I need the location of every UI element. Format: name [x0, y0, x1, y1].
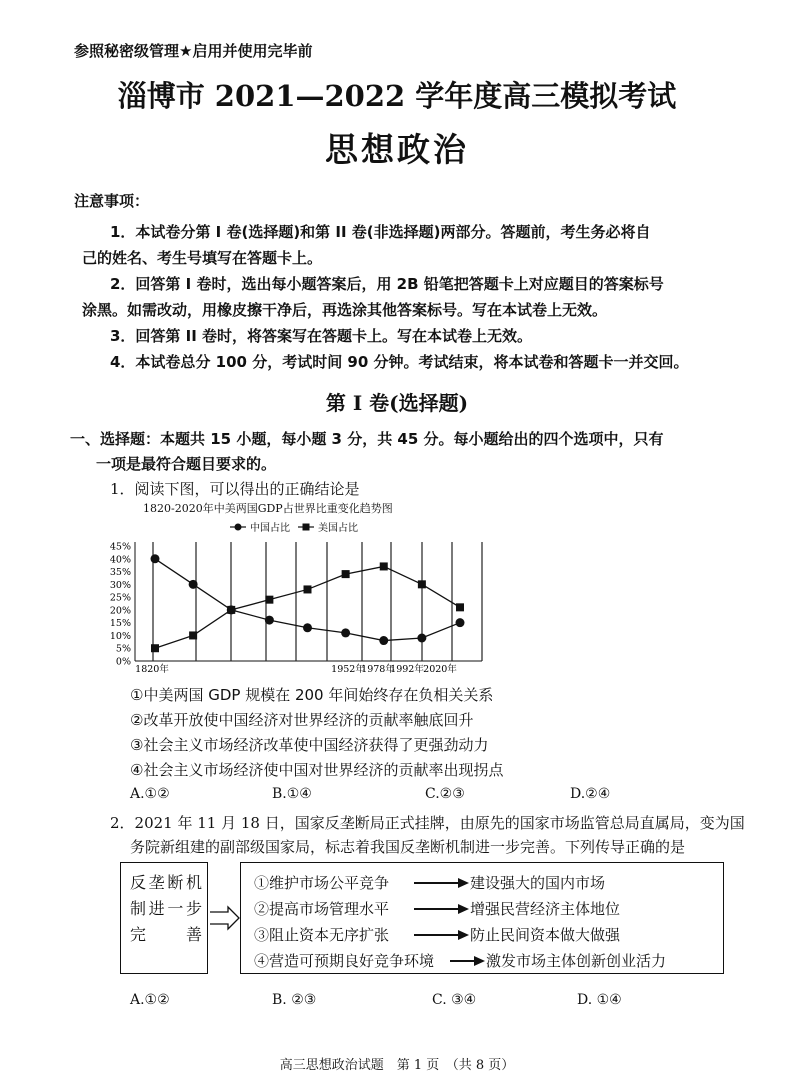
legend-label-usa: 美国占比: [318, 523, 358, 534]
exam-title: 淄博市 2021—2022 学年度高三模拟考试: [117, 79, 677, 113]
q2-choice-b[interactable]: B. ②③: [272, 992, 317, 1008]
q2-choice-c[interactable]: C. ③④: [432, 992, 477, 1008]
data-point-usa: [151, 644, 159, 652]
notice-line: 1．本试卷分第 I 卷(选择题)和第 II 卷(非选择题)两部分。答题前，考生务必将自: [110, 223, 651, 241]
q2-choice-a[interactable]: A.①②: [130, 992, 170, 1008]
q2-row-cause: ④营造可预期良好竞争环境: [254, 952, 435, 970]
y-tick-label: 0%: [115, 656, 131, 668]
arrow-right-icon: [450, 954, 486, 968]
legend-marker-china: [235, 524, 242, 531]
section-intro: 一、选择题：本题共 15 小题，每小题 3 分，共 45 分。每小题给出的四个选项中，只有: [70, 430, 664, 448]
y-tick-label: 30%: [109, 579, 131, 591]
legend-marker-usa: [303, 524, 310, 531]
q2-row-effect: 增强民营经济主体地位: [470, 900, 621, 918]
q2-row-effect: 防止民间资本做大做强: [470, 926, 621, 944]
q1-option: ②改革开放使中国经济对世界经济的贡献率触底回升: [130, 711, 474, 729]
arrow-right-icon: [414, 902, 470, 916]
notice-line: 3．回答第 II 卷时，将答案写在答题卡上。写在本试卷上无效。: [110, 327, 533, 345]
q1-choice-a[interactable]: A.①②: [130, 786, 170, 802]
q2-cause-text: 反垄断机制进一步完善: [130, 873, 202, 944]
notice-line: 4．本试卷总分 100 分，考试时间 90 分钟。考试结束，将本试卷和答题卡一并交回。: [110, 353, 689, 371]
data-point-usa: [265, 596, 273, 604]
y-tick-label: 20%: [109, 605, 131, 617]
data-point-usa: [304, 585, 312, 593]
data-point-china: [265, 616, 274, 625]
section-intro: 一项是最符合题目要求的。: [96, 455, 277, 473]
data-point-usa: [227, 606, 235, 614]
notice-line: 2．回答第 I 卷时，选出每小题答案后，用 2B 铅笔把答题卡上对应题目的答案标号: [110, 275, 664, 293]
q2-row-cause: ②提高市场管理水平: [254, 900, 390, 918]
data-point-china: [151, 554, 160, 563]
data-point-usa: [456, 603, 464, 611]
data-point-china: [417, 634, 426, 643]
x-tick-label: 1992年: [390, 664, 424, 675]
q1-option: ①中美两国 GDP 规模在 200 年间始终存在负相关关系: [130, 686, 494, 704]
q1-stem: 1．阅读下图，可以得出的正确结论是: [110, 480, 360, 498]
y-tick-label: 40%: [109, 554, 131, 566]
data-point-china: [379, 636, 388, 645]
q1-option: ④社会主义市场经济使中国对世界经济的贡献率出现拐点: [130, 761, 504, 779]
y-tick-label: 10%: [109, 630, 131, 642]
y-tick-label: 5%: [115, 643, 131, 655]
x-tick-label: 1978年: [361, 664, 395, 675]
notice-line: 涂黑。如需改动，用橡皮擦干净后，再选涂其他答案标号。写在本试卷上无效。: [82, 301, 608, 319]
q1-choice-d[interactable]: D.②④: [570, 786, 611, 802]
gdp-share-line-chart: [100, 514, 490, 676]
data-point-china: [341, 628, 350, 637]
notice-heading: 注意事项：: [74, 192, 150, 210]
q2-row-effect: 建设强大的国内市场: [470, 874, 606, 892]
series-line-usa: [155, 566, 460, 648]
data-point-usa: [380, 562, 388, 570]
section-title: 第 I 卷(选择题): [325, 391, 469, 415]
data-point-usa: [342, 570, 350, 578]
q1-choice-c[interactable]: C.②③: [425, 786, 465, 802]
double-arrow-icon: [208, 904, 242, 932]
data-point-china: [303, 623, 312, 632]
confidentiality-label: 参照秘密级管理★启用并使用完毕前: [74, 42, 313, 60]
data-point-china: [456, 618, 465, 627]
data-point-usa: [189, 631, 197, 639]
chart-legend: [230, 521, 358, 534]
q1-choice-b[interactable]: B.①④: [272, 786, 312, 802]
q2-choice-d[interactable]: D. ①④: [577, 992, 622, 1008]
arrow-right-icon: [414, 928, 470, 942]
x-tick-label: 2020年: [423, 664, 457, 675]
x-tick-label: 1820年: [135, 664, 169, 675]
exam-subject: 思想政治: [325, 130, 469, 169]
y-tick-label: 25%: [109, 592, 131, 604]
y-tick-label: 35%: [109, 567, 131, 579]
x-tick-label: 1952年: [331, 664, 365, 675]
y-tick-label: 15%: [109, 618, 131, 630]
q2-stem: 2．2021 年 11 月 18 日，国家反垄断局正式挂牌，由原先的国家市场监管总局直属局，变为国: [110, 814, 745, 832]
notice-line: 己的姓名、考生号填写在答题卡上。: [82, 249, 323, 267]
q2-row-cause: ③阻止资本无序扩张: [254, 926, 390, 944]
q2-stem: 务院新组建的副部级国家局，标志着我国反垄断机制进一步完善。下列传导正确的是: [130, 838, 686, 856]
chart-title: 1820-2020年中美两国GDP占世界比重变化趋势图: [143, 502, 393, 515]
page-footer: 高三思想政治试题 第 1 页 （共 8 页）: [279, 1058, 515, 1073]
q1-option: ③社会主义市场经济改革使中国经济获得了更强劲动力: [130, 736, 489, 754]
q2-row-effect: 激发市场主体创新创业活力: [486, 952, 667, 970]
q2-row-cause: ①维护市场公平竞争: [254, 874, 390, 892]
y-tick-label: 45%: [109, 541, 131, 553]
data-point-usa: [418, 580, 426, 588]
legend-label-china: 中国占比: [250, 523, 290, 534]
data-point-china: [189, 580, 198, 589]
arrow-right-icon: [414, 876, 470, 890]
